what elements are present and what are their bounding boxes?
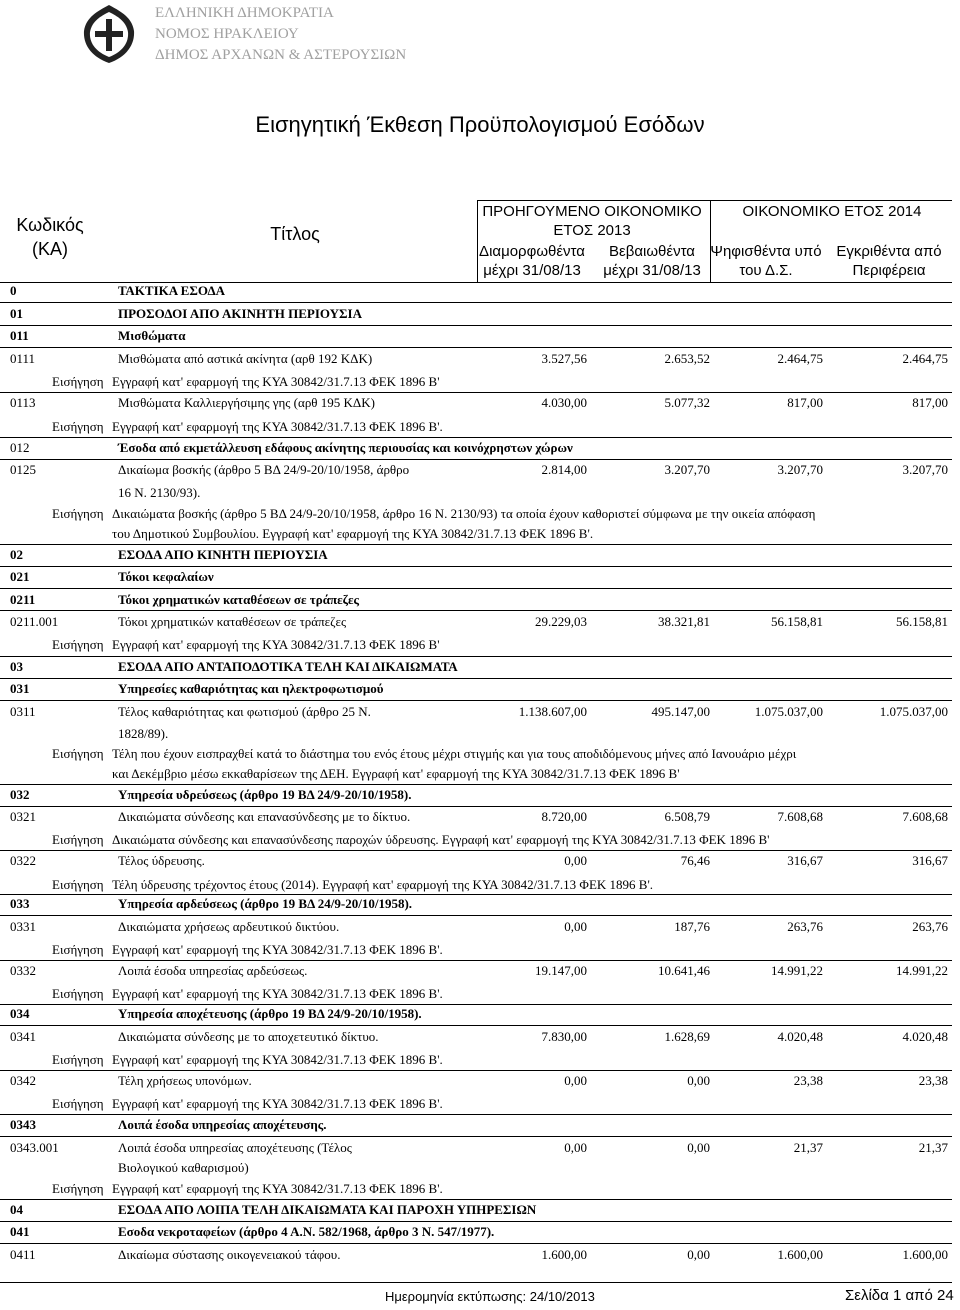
print-date: Ημερομηνία εκτύπωσης: 24/10/2013 bbox=[385, 1289, 595, 1304]
col-cur-year-header: ΟΙΚΟΝΟΜΙΚΟ ΕΤΟΣ 2014 bbox=[742, 203, 922, 220]
col-code-header: Κωδικός (ΚΑ) bbox=[16, 215, 84, 259]
col-prev-year-header: ΠΡΟΗΓΟΥΜΕΝΟ ΟΙΚΟΝΟΜΙΚΟ ΕΤΟΣ 2013 bbox=[482, 203, 702, 239]
col-approved-header: Εγκριθέντα από Περιφέρεια bbox=[836, 243, 942, 279]
page-number: Σελίδα 1 από 24 bbox=[845, 1287, 954, 1304]
header-municipality: ΔΗΜΟΣ ΑΡΧΑΝΩΝ & ΑΣΤΕΡΟΥΣΙΩΝ bbox=[155, 47, 407, 63]
col-title-header: Τίτλος bbox=[270, 224, 320, 244]
greek-republic-emblem-icon bbox=[78, 3, 140, 65]
page-title: Εισηγητική Έκθεση Προϋπολογισμού Εσόδων bbox=[255, 112, 705, 137]
col-voted-header: Ψηφισθέντα υπό του Δ.Σ. bbox=[710, 243, 822, 279]
col-formed-header: Διαμορφωθέντα μέχρι 31/08/13 bbox=[479, 243, 585, 279]
header-country: ΕΛΛΗΝΙΚΗ ΔΗΜΟΚΡΑΤΙΑ bbox=[155, 5, 334, 21]
col-certified-header: Βεβαιωθέντα μέχρι 31/08/13 bbox=[603, 243, 701, 279]
header-prefecture: ΝΟΜΟΣ ΗΡΑΚΛΕΙΟΥ bbox=[155, 26, 299, 42]
